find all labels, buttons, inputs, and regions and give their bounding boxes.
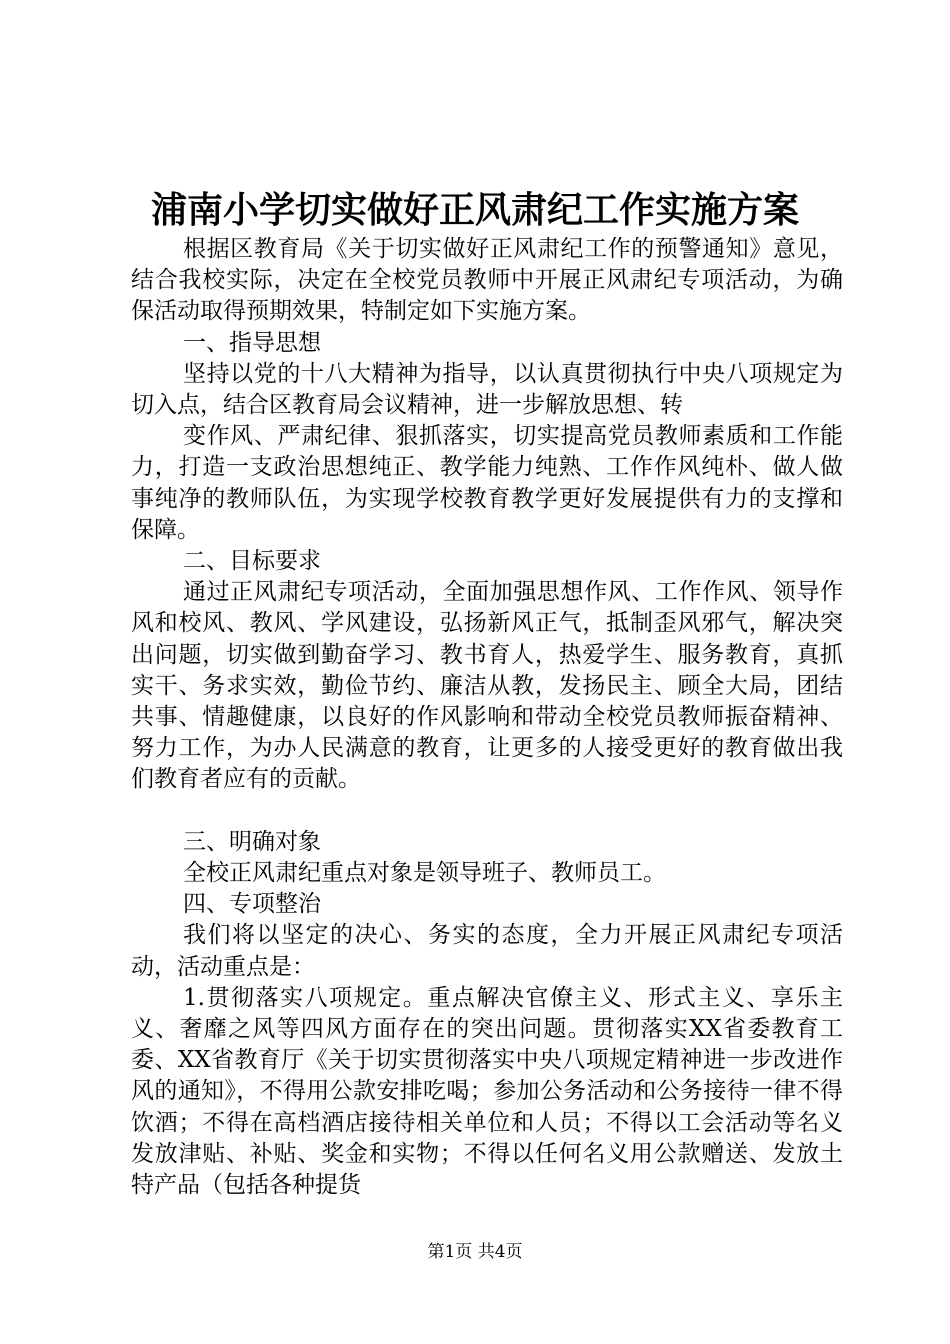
paragraph-intro: 根据区教育局《关于切实做好正风肃纪工作的预警通知》意见，结合我校实际，决定在全校党员教师中开展正风肃纪专项活动，为确保活动取得预期效果，特制定如下实施方案。 bbox=[131, 236, 843, 325]
paragraph-item-1: 1.贯彻落实八项规定。重点解决官僚主义、形式主义、享乐主义、奢靡之风等四风方面存在的突出问题。贯彻落实XX省委教育工委、XX省教育厅《关于切实贯彻落实中央八项规定精神进一步改进作风的通知》，不得用公款安排吃喝；参加公务活动和公务接待一律不得饮酒；不得在高档酒店接待相关单位和人员；不得以工会活动等名义发放津贴、补贴、奖金和实物；不得以任何名义用公款赠送、发放土特产品（包括各种提货 bbox=[131, 984, 843, 1199]
heading-goals: 二、目标要求 bbox=[183, 548, 321, 575]
heading-special-rectification: 四、专项整治 bbox=[183, 891, 321, 918]
paragraph-targets: 全校正风肃纪重点对象是领导班子、教师员工。 bbox=[183, 860, 666, 887]
document-body bbox=[131, 234, 843, 1201]
blank-line bbox=[131, 796, 843, 827]
heading-guiding-ideology: 一、指导思想 bbox=[183, 329, 321, 356]
page-footer: 第1页 共4页 bbox=[427, 1242, 523, 1262]
document-title: 浦南小学切实做好正风肃纪工作实施方案 bbox=[150, 189, 799, 231]
paragraph-special-rectification: 我们将以坚定的决心、务实的态度，全力开展正风肃纪专项活动，活动重点是： bbox=[131, 922, 843, 980]
paragraph-guiding-ideology-1: 坚持以党的十八大精神为指导，以认真贯彻执行中央八项规定为切入点，结合区教育局会议精神，进一步解放思想、转 bbox=[131, 360, 843, 419]
paragraph-goals: 通过正风肃纪专项活动，全面加强思想作风、工作作风、领导作风和校风、教风、学风建设，弘扬新风正气，抵制歪风邪气，解决突出问题，切实做到勤奋学习、教书育人，热爱学生、服务教育，真抓实干、务求实效，勤俭节约、廉洁从教，发扬民主、顾全大局，团结共事、情趣健康，以良好的作风影响和带动全校党员教师振奋精神、努力工作，为办人民满意的教育，让更多的人接受更好的教育做出我们教育者应有的贡献。 bbox=[131, 579, 843, 793]
heading-targets: 三、明确对象 bbox=[183, 828, 321, 855]
paragraph-guiding-ideology-2: 变作风、严肃纪律、狠抓落实，切实提高党员教师素质和工作能力，打造一支政治思想纯正、教学能力纯熟、工作作风纯朴、做人做事纯净的教师队伍，为实现学校教育教学更好发展提供有力的支撑和保障。 bbox=[131, 423, 843, 543]
